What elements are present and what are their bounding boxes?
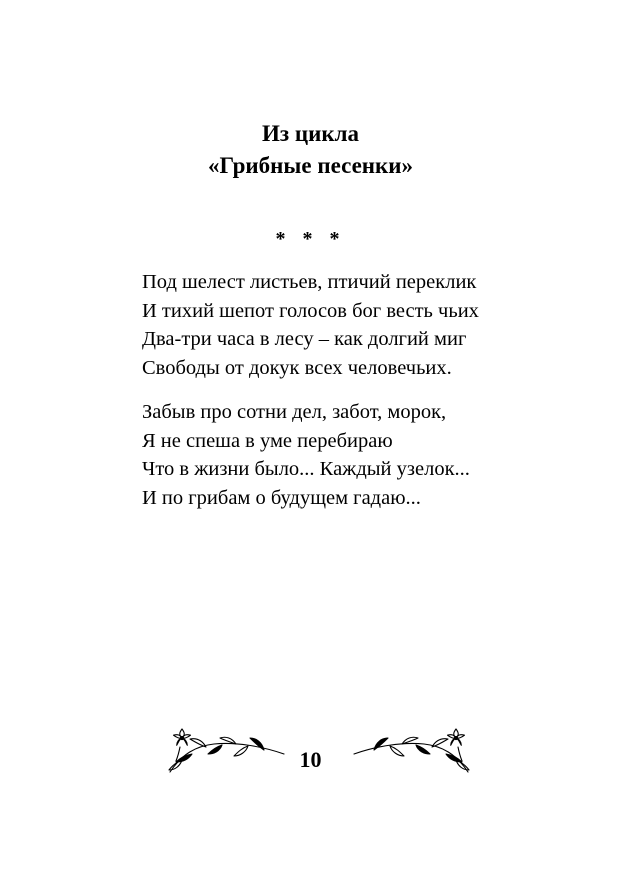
poem-line: Забыв про сотни дел, забот, морок, — [142, 401, 447, 423]
cycle-title: «Грибные песенки» — [207, 153, 414, 178]
poem-line: И по грибам о будущем гадаю... — [142, 486, 421, 509]
poem-line: Я не спеша в уме перебираю — [142, 429, 393, 452]
poem-stanza-2 — [142, 398, 582, 512]
poem-line: Два-три часа в лесу – как долгий миг — [142, 328, 467, 350]
poem-line: Свободы от докук всех человечьих. — [142, 356, 452, 379]
poem-stanza-1 — [142, 268, 582, 382]
page-number: 10 — [299, 747, 322, 772]
floral-branch-icon-right — [352, 726, 472, 783]
cycle-heading: Из цикла — [261, 121, 360, 146]
poem-line: Что в жизни было... Каждый узелок... — [142, 458, 470, 480]
poem-line: И тихий шепот голосов бог весть чьих — [142, 299, 479, 322]
poem-line: Под шелест листьев, птичий переклик — [142, 271, 477, 293]
asterism-separator: * * * — [275, 228, 346, 250]
